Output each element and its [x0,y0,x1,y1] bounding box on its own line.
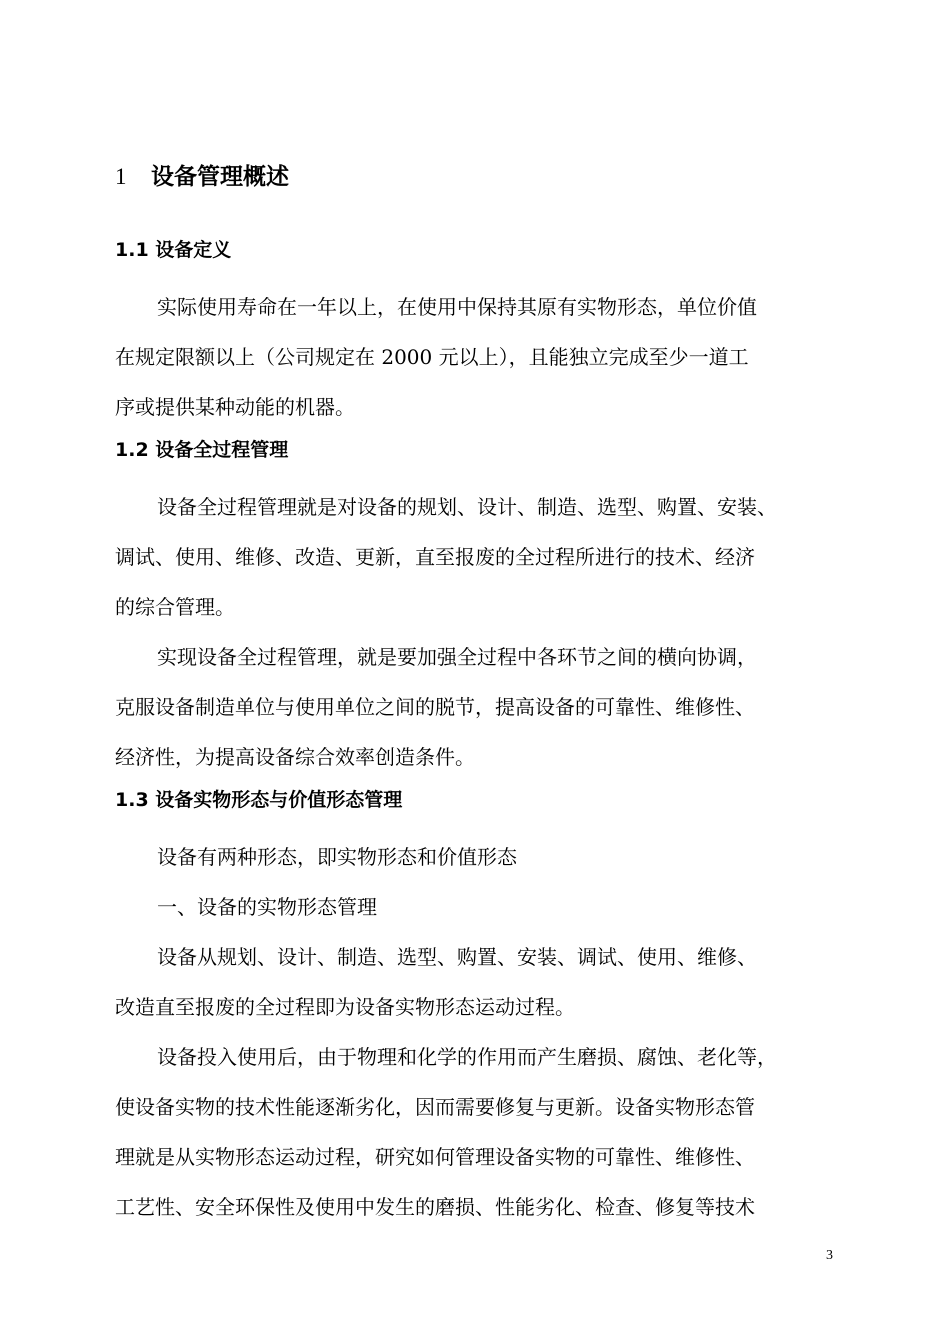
paragraph-line: 一、设备的实物形态管理 [157,895,377,919]
section-heading: 1.2 设备全过程管理 [115,439,289,461]
paragraph-line: 设备投入使用后，由于物理和化学的作用而产生磨损、腐蚀、老化等， [157,1045,777,1069]
paragraph [115,932,855,1032]
paragraph-line: 序或提供某种动能的机器。 [115,395,355,419]
paragraph-line: 实现设备全过程管理，就是要加强全过程中各环节之间的横向协调， [157,645,757,669]
paragraph-line: 在规定限额以上（公司规定在 2000 元以上），且能独立完成至少一道工 [115,345,749,369]
paragraph-line: 设备从规划、设计、制造、选型、购置、安装、调试、使用、维修、 [157,945,757,969]
paragraph [115,882,855,932]
section-heading: 1.3 设备实物形态与价值形态管理 [115,789,403,811]
paragraph-line: 工艺性、安全环保性及使用中发生的磨损、性能劣化、检查、修复等技术 [115,1195,755,1219]
paragraph [115,832,855,882]
paragraph-line: 改造直至报废的全过程即为设备实物形态运动过程。 [115,995,575,1019]
section-heading: 1.1 设备定义 [115,239,232,261]
paragraph-line: 调试、使用、维修、改造、更新，直至报废的全过程所进行的技术、经济 [115,545,755,569]
paragraph [115,1032,855,1232]
paragraph-line: 设备全过程管理就是对设备的规划、设计、制造、选型、购置、安装、 [157,495,777,519]
page-number: 3 [826,1248,833,1263]
paragraph [115,482,855,632]
paragraph-line: 的综合管理。 [115,595,235,619]
chapter-heading [115,160,289,194]
paragraph [115,282,855,432]
paragraph-line: 克服设备制造单位与使用单位之间的脱节，提高设备的可靠性、维修性、 [115,695,755,719]
paragraph [115,632,855,782]
paragraph-line: 经济性，为提高设备综合效率创造条件。 [115,745,475,769]
chapter-title: 设备管理概述 [151,164,289,190]
paragraph-line: 设备有两种形态，即实物形态和价值形态 [157,845,517,869]
document-body [115,232,855,1232]
paragraph-line: 实际使用寿命在一年以上，在使用中保持其原有实物形态，单位价值 [157,295,757,319]
paragraph-line: 理就是从实物形态运动过程，研究如何管理设备实物的可靠性、维修性、 [115,1145,755,1169]
chapter-number: 1 [115,164,127,189]
paragraph-line: 使设备实物的技术性能逐渐劣化，因而需要修复与更新。设备实物形态管 [115,1095,755,1119]
